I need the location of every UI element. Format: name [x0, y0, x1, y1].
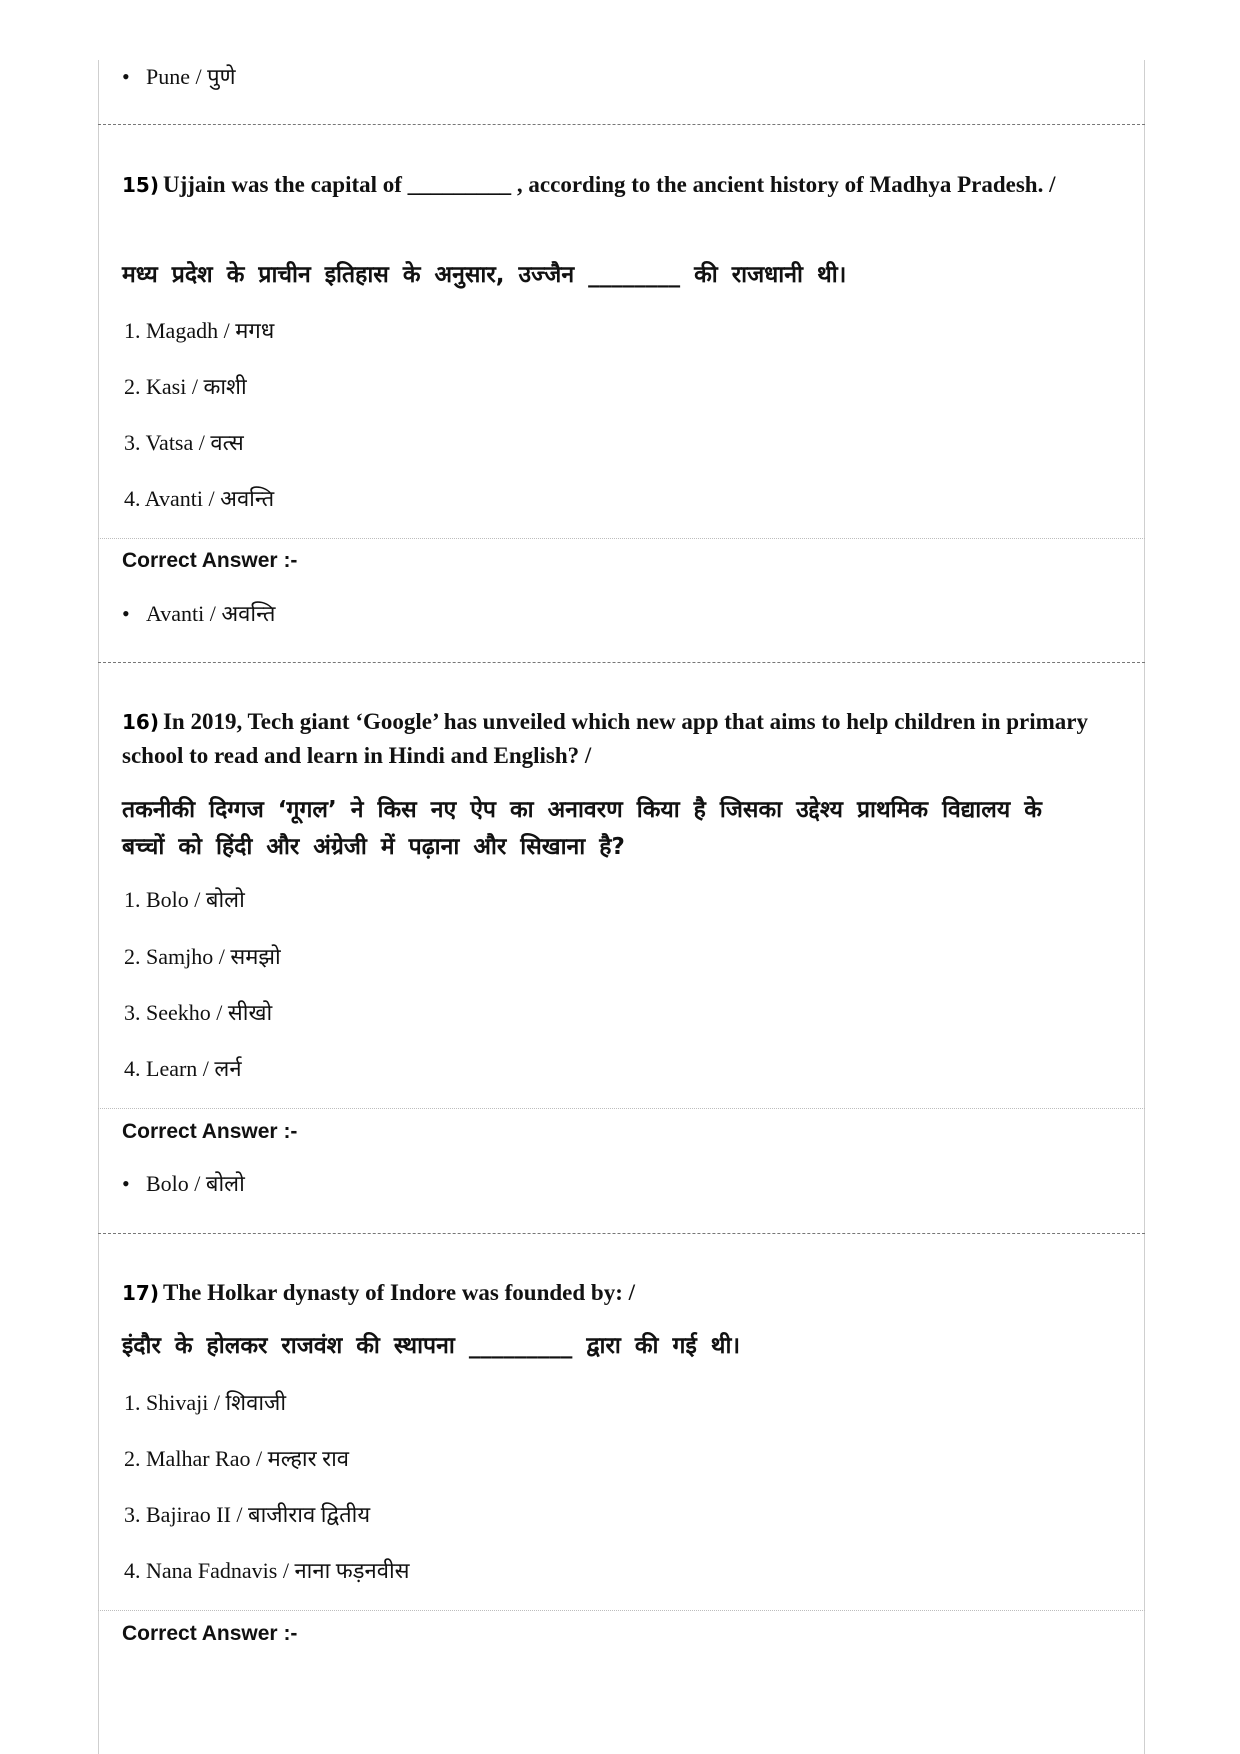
option-2: 2. Malhar Rao / मल्हार राव: [124, 1446, 350, 1471]
question-15-hindi: मध्य प्रदेश के प्राचीन इतिहास के अनुसार, उज्जैन ________ की राजधानी थी।: [122, 262, 847, 288]
question-divider: [98, 124, 1145, 125]
question-number: 16): [122, 710, 159, 734]
correct-answer-item: • Avanti / अवन्ति: [122, 599, 275, 629]
option-3: 3. Bajirao II / बाजीराव द्वितीय: [124, 1502, 371, 1527]
question-15-english: [122, 168, 1092, 202]
question-text-english: The Holkar dynasty of Indore was founded by: /: [162, 1280, 636, 1305]
option-1: 1. Magadh / मगध: [124, 318, 275, 343]
bullet-icon: •: [122, 64, 130, 89]
question-text-english: In 2019, Tech giant ‘Google’ has unveiled which new app that aims to help children in primary school to read and learn in Hindi and English? /: [122, 709, 1088, 768]
answer-divider: [98, 1108, 1145, 1109]
option-2: 2. Kasi / काशी: [124, 374, 247, 399]
question-divider: [98, 662, 1145, 663]
question-16-hindi: तकनीकी दिग्गज ‘गूगल’ ने किस नए ऐप का अनावरण किया है जिसका उद्देश्य प्राथमिक विद्यालय के बच्चों को हिंदी और अंग्रेजी में पढ़ाना और सिखाना है?: [122, 797, 1042, 860]
option-3: 3. Vatsa / वत्स: [124, 430, 244, 455]
answer-divider: [98, 1610, 1145, 1611]
question-16-english: [122, 705, 1112, 773]
option-3: 3. Seekho / सीखो: [124, 1000, 273, 1025]
bullet-icon: •: [122, 601, 130, 626]
question-number: 17): [122, 1281, 159, 1305]
correct-answer-item: • Bolo / बोलो: [122, 1169, 245, 1199]
option-4: 4. Avanti / अवन्ति: [124, 486, 275, 511]
option-4: 4. Nana Fadnavis / नाना फड़नवीस: [124, 1558, 410, 1583]
correct-answer-heading: Correct Answer :-: [122, 549, 298, 572]
question-text-english: Ujjain was the capital of _________ , according to the ancient history of Madhya Pradesh. /: [162, 172, 1056, 197]
answer-divider: [98, 538, 1145, 539]
answer-item: • Pune / पुणे: [122, 62, 236, 92]
option-1: 1. Shivaji / शिवाजी: [124, 1390, 287, 1415]
question-number: 15): [122, 173, 159, 197]
option-2: 2. Samjho / समझो: [124, 944, 281, 969]
question-17-english: [122, 1276, 1112, 1310]
correct-answer-heading: Correct Answer :-: [122, 1120, 298, 1143]
bullet-icon: •: [122, 1171, 130, 1196]
correct-answer-heading: Correct Answer :-: [122, 1622, 298, 1645]
option-4: 4. Learn / लर्न: [124, 1056, 242, 1081]
option-1: 1. Bolo / बोलो: [124, 887, 245, 912]
question-17-hindi: इंदौर के होलकर राजवंश की स्थापना _________ द्वारा की गई थी।: [122, 1333, 741, 1359]
question-divider: [98, 1233, 1145, 1234]
